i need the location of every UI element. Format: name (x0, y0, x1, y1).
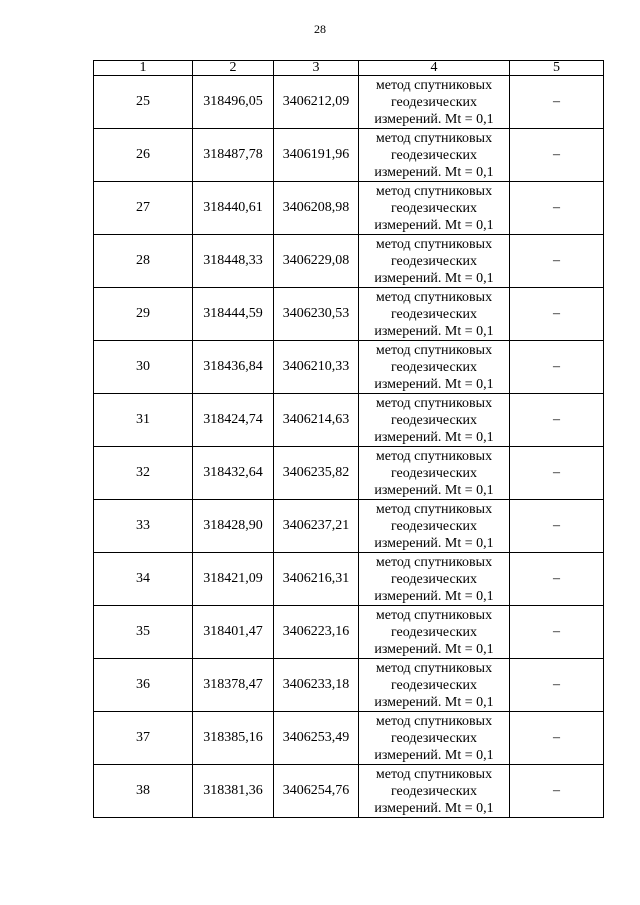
note-cell: – (510, 659, 604, 712)
table-row (94, 288, 604, 341)
x-coordinate-cell: 318385,16 (193, 712, 274, 765)
column-header-1: 1 (94, 61, 193, 76)
note-cell: – (510, 235, 604, 288)
table-row (94, 394, 604, 447)
point-number-cell: 35 (94, 606, 193, 659)
y-coordinate-cell: 3406230,53 (274, 288, 359, 341)
method-cell: метод спутниковых геодезических измерений. Mt = 0,1 (359, 182, 510, 235)
table-row (94, 659, 604, 712)
table-row (94, 235, 604, 288)
note-cell: – (510, 341, 604, 394)
point-number-cell: 36 (94, 659, 193, 712)
y-coordinate-cell: 3406191,96 (274, 129, 359, 182)
x-coordinate-cell: 318378,47 (193, 659, 274, 712)
x-coordinate-cell: 318401,47 (193, 606, 274, 659)
note-cell: – (510, 500, 604, 553)
x-coordinate-cell: 318444,59 (193, 288, 274, 341)
y-coordinate-cell: 3406235,82 (274, 447, 359, 500)
point-number-cell: 33 (94, 500, 193, 553)
point-number-cell: 27 (94, 182, 193, 235)
method-cell: метод спутниковых геодезических измерений. Mt = 0,1 (359, 76, 510, 129)
method-cell: метод спутниковых геодезических измерений. Mt = 0,1 (359, 394, 510, 447)
point-number-cell: 34 (94, 553, 193, 606)
x-coordinate-cell: 318381,36 (193, 765, 274, 818)
x-coordinate-cell: 318428,90 (193, 500, 274, 553)
note-cell: – (510, 76, 604, 129)
y-coordinate-cell: 3406216,31 (274, 553, 359, 606)
page-number: 28 (314, 22, 326, 36)
column-header-5: 5 (510, 61, 604, 76)
note-cell: – (510, 447, 604, 500)
point-number-cell: 25 (94, 76, 193, 129)
x-coordinate-cell: 318440,61 (193, 182, 274, 235)
note-cell: – (510, 394, 604, 447)
table-row (94, 606, 604, 659)
table-row (94, 553, 604, 606)
x-coordinate-cell: 318448,33 (193, 235, 274, 288)
method-cell: метод спутниковых геодезических измерений. Mt = 0,1 (359, 553, 510, 606)
point-number-cell: 28 (94, 235, 193, 288)
y-coordinate-cell: 3406208,98 (274, 182, 359, 235)
note-cell: – (510, 182, 604, 235)
table-row (94, 500, 604, 553)
point-number-cell: 30 (94, 341, 193, 394)
column-header-2: 2 (193, 61, 274, 76)
x-coordinate-cell: 318496,05 (193, 76, 274, 129)
point-number-cell: 38 (94, 765, 193, 818)
y-coordinate-cell: 3406210,33 (274, 341, 359, 394)
point-number-cell: 26 (94, 129, 193, 182)
table-row (94, 76, 604, 129)
x-coordinate-cell: 318421,09 (193, 553, 274, 606)
point-number-cell: 32 (94, 447, 193, 500)
note-cell: – (510, 129, 604, 182)
method-cell: метод спутниковых геодезических измерений. Mt = 0,1 (359, 235, 510, 288)
y-coordinate-cell: 3406237,21 (274, 500, 359, 553)
method-cell: метод спутниковых геодезических измерений. Mt = 0,1 (359, 606, 510, 659)
x-coordinate-cell: 318436,84 (193, 341, 274, 394)
note-cell: – (510, 765, 604, 818)
point-number-cell: 37 (94, 712, 193, 765)
y-coordinate-cell: 3406233,18 (274, 659, 359, 712)
method-cell: метод спутниковых геодезических измерений. Mt = 0,1 (359, 288, 510, 341)
column-header-3: 3 (274, 61, 359, 76)
table-row (94, 341, 604, 394)
x-coordinate-cell: 318487,78 (193, 129, 274, 182)
method-cell: метод спутниковых геодезических измерений. Mt = 0,1 (359, 712, 510, 765)
method-cell: метод спутниковых геодезических измерений. Mt = 0,1 (359, 129, 510, 182)
y-coordinate-cell: 3406212,09 (274, 76, 359, 129)
y-coordinate-cell: 3406229,08 (274, 235, 359, 288)
x-coordinate-cell: 318432,64 (193, 447, 274, 500)
table-row (94, 182, 604, 235)
column-header-4: 4 (359, 61, 510, 76)
note-cell: – (510, 553, 604, 606)
x-coordinate-cell: 318424,74 (193, 394, 274, 447)
method-cell: метод спутниковых геодезических измерений. Mt = 0,1 (359, 447, 510, 500)
note-cell: – (510, 606, 604, 659)
y-coordinate-cell: 3406253,49 (274, 712, 359, 765)
note-cell: – (510, 712, 604, 765)
table-row (94, 765, 604, 818)
method-cell: метод спутниковых геодезических измерений. Mt = 0,1 (359, 659, 510, 712)
note-cell: – (510, 288, 604, 341)
table-row (94, 447, 604, 500)
coordinates-table (93, 60, 604, 818)
table-row (94, 129, 604, 182)
y-coordinate-cell: 3406223,16 (274, 606, 359, 659)
method-cell: метод спутниковых геодезических измерений. Mt = 0,1 (359, 341, 510, 394)
point-number-cell: 29 (94, 288, 193, 341)
y-coordinate-cell: 3406214,63 (274, 394, 359, 447)
table-header-row (94, 61, 604, 76)
method-cell: метод спутниковых геодезических измерений. Mt = 0,1 (359, 500, 510, 553)
point-number-cell: 31 (94, 394, 193, 447)
table-row (94, 712, 604, 765)
method-cell: метод спутниковых геодезических измерений. Mt = 0,1 (359, 765, 510, 818)
y-coordinate-cell: 3406254,76 (274, 765, 359, 818)
